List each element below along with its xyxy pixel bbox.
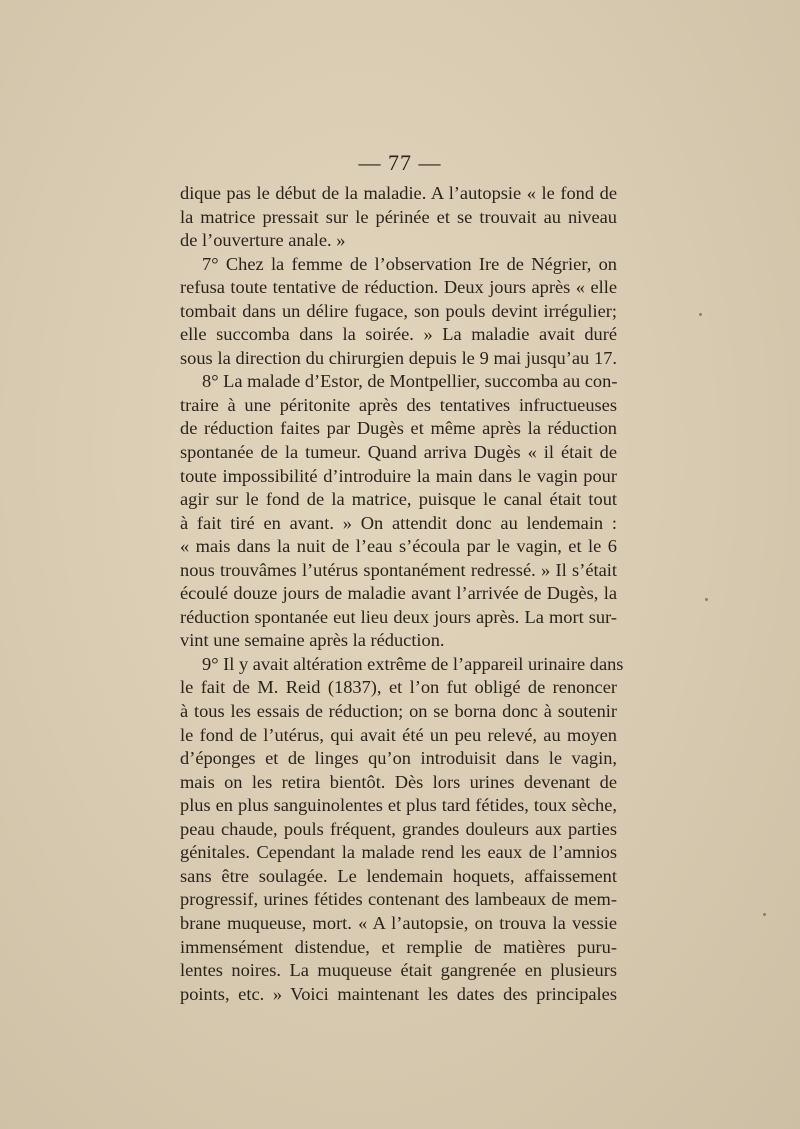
text-line: progressif, urines fétides contenant des lambeaux de mem- [180,889,617,910]
text-line: agir sur le fond de la matrice, puisque le canal était tout [180,489,617,510]
paper-speck [699,313,702,316]
text-line: mais on les retira bientôt. Dès lors urines devenant de [180,771,617,792]
text-line: tombait dans un délire fugace, son pouls devint irrégulier; [180,300,617,321]
text-line: plus en plus sanguinolentes et plus tard fétides, toux sèche, [180,795,617,816]
text-line: nous trouvâmes l’utérus spontanément redressé. » Il s’était [180,559,617,580]
text-line: 8° La malade d’Estor, de Montpellier, succomba au con- [202,371,618,392]
text-line: spontanée de la tumeur. Quand arriva Dugès « il était de [180,442,617,463]
text-line: de réduction faites par Dugès et même après la réduction [180,418,617,439]
text-line: peau chaude, pouls fréquent, grandes douleurs aux parties [180,818,617,839]
text-line: traire à une péritonite après des tentatives infructueuses [180,394,617,415]
text-line: brane muqueuse, mort. « A l’autopsie, on trouva la vessie [180,912,617,933]
text-line: lentes noires. La muqueuse était gangrenée en plusieurs [180,960,617,981]
body-text [180,182,624,1006]
page-number: — 77 — [358,150,442,175]
paper-speck [763,913,766,916]
text-line: réduction spontanée eut lieu deux jours après. La mort sur- [180,606,617,627]
text-line: écoulé douze jours de maladie avant l’arrivée de Dugès, la [180,583,617,604]
text-line: le fond de l’utérus, qui avait été un peu relevé, au moyen [180,724,617,745]
text-line: de l’ouverture anale. » [180,230,346,251]
text-line: points, etc. » Voici maintenant les dates des principales [180,983,617,1004]
text-line: d’éponges et de linges qu’on introduisit dans le vagin, [180,748,617,769]
text-line: la matrice pressait sur le périnée et se trouvait au niveau [180,206,617,227]
text-line: sous la direction du chirurgien depuis le 9 mai jusqu’au 17. [180,347,617,368]
text-line: dique pas le début de la maladie. A l’autopsie « le fond de [180,183,617,203]
text-line: vint une semaine après la réduction. [180,630,445,651]
text-line: « mais dans la nuit de l’eau s’écoula par le vagin, et le 6 [180,536,617,557]
paper-speck [705,598,708,601]
text-line: à tous les essais de réduction; on se borna donc à soutenir [180,701,617,722]
text-line: toute impossibilité d’introduire la main dans le vagin pour [180,465,617,486]
text-line: à fait tiré en avant. » On attendit donc au lendemain : [180,512,617,533]
text-line: 9° Il y avait altération extrême de l’appareil urinaire dans [202,653,624,674]
text-line: immensément distendue, et remplie de matières puru- [180,936,617,957]
text-line: le fait de M. Reid (1837), et l’on fut obligé de renoncer [180,677,617,698]
text-line: 7° Chez la femme de l’observation Ire de Négrier, on [202,253,617,274]
text-line: elle succomba dans la soirée. » La maladie avait duré [180,324,617,345]
text-line: sans être soulagée. Le lendemain hoquets, affaissement [180,865,617,886]
text-line: génitales. Cependant la malade rend les eaux de l’amnios [180,842,617,863]
text-line: refusa toute tentative de réduction. Deux jours après « elle [180,277,617,298]
